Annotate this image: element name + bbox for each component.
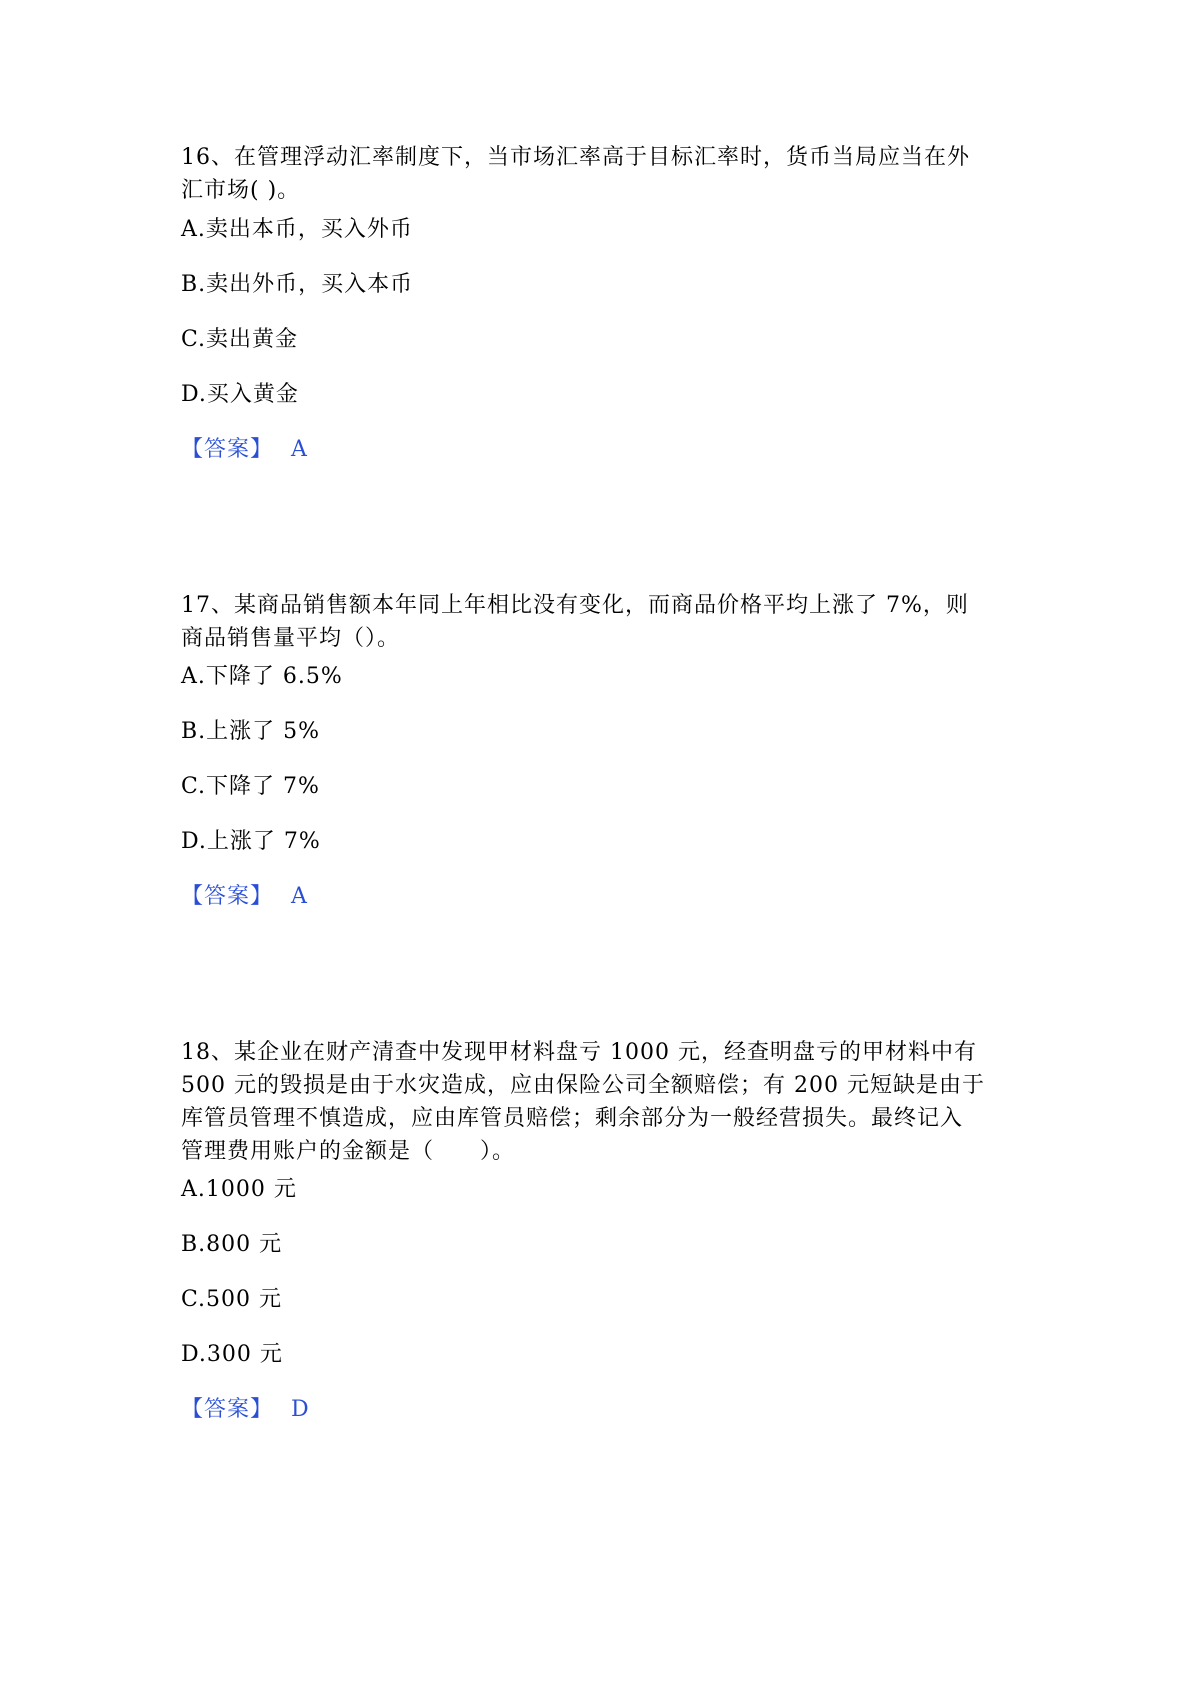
answer-label: 【答案】 bbox=[181, 1397, 274, 1422]
answer bbox=[181, 1395, 309, 1425]
question-stem-line: 18、某企业在财产清查中发现甲材料盘亏 1000 元，经查明盘亏的甲材料中有 bbox=[181, 1040, 977, 1065]
option-b: B.卖出外币，买入本币 bbox=[181, 272, 414, 297]
question-stem-line: 汇市场( )。 bbox=[181, 178, 301, 203]
question-stem bbox=[181, 1036, 1011, 1168]
option-b: B.上涨了 5% bbox=[181, 719, 321, 744]
question-stem-line: 17、某商品销售额本年同上年相比没有变化，而商品价格平均上涨了 7%，则 bbox=[181, 593, 969, 618]
option-d: D.300 元 bbox=[181, 1342, 283, 1367]
answer-value: D bbox=[291, 1397, 309, 1422]
option-b: B.800 元 bbox=[181, 1232, 283, 1257]
option-a: A.下降了 6.5% bbox=[181, 664, 343, 689]
question-stem bbox=[181, 141, 1011, 207]
question-17 bbox=[181, 589, 1011, 929]
option-c: C.下降了 7% bbox=[181, 774, 320, 799]
option-d: D.上涨了 7% bbox=[181, 829, 321, 854]
question-16 bbox=[181, 141, 1011, 501]
question-stem-line: 商品销售量平均（）。 bbox=[181, 626, 401, 651]
answer-value: A bbox=[291, 437, 307, 462]
option-a: A.1000 元 bbox=[181, 1177, 297, 1202]
answer bbox=[181, 882, 307, 912]
question-stem-line: 管理费用账户的金额是（ ）。 bbox=[181, 1139, 516, 1164]
option-d: D.买入黄金 bbox=[181, 382, 299, 407]
question-stem bbox=[181, 589, 1011, 655]
answer bbox=[181, 435, 307, 465]
answer-value: A bbox=[291, 884, 307, 909]
option-c: C.500 元 bbox=[181, 1287, 283, 1312]
question-stem-line: 库管员管理不慎造成，应由库管员赔偿；剩余部分为一般经营损失。最终记入 bbox=[181, 1106, 964, 1131]
question-stem-line: 16、在管理浮动汇率制度下，当市场汇率高于目标汇率时，货币当局应当在外 bbox=[181, 145, 970, 170]
answer-label: 【答案】 bbox=[181, 437, 274, 462]
option-a: A.卖出本币，买入外币 bbox=[181, 217, 413, 242]
option-c: C.卖出黄金 bbox=[181, 327, 299, 352]
question-18 bbox=[181, 1036, 1011, 1456]
answer-label: 【答案】 bbox=[181, 884, 274, 909]
question-stem-line: 500 元的毁损是由于水灾造成，应由保险公司全额赔偿；有 200 元短缺是由于 bbox=[181, 1073, 985, 1098]
